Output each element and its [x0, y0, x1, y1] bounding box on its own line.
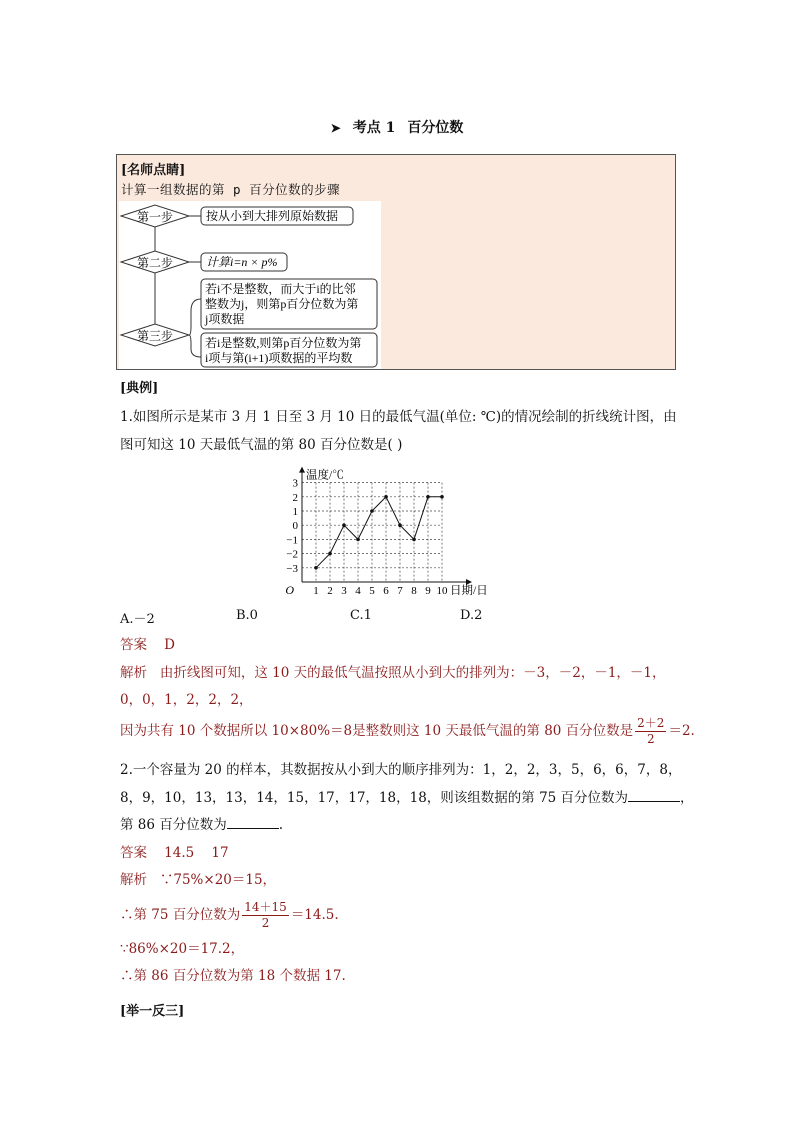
y-axis-arrow-icon	[299, 467, 305, 473]
x-tick-label: 2	[327, 585, 333, 597]
data-point	[356, 538, 360, 542]
q1-analysis-text-3b: ＝2.	[668, 723, 695, 739]
step3-a-line2: 整数为j，则第p百分位数为第	[205, 297, 359, 311]
y-tick-label: 3	[292, 477, 298, 490]
tip-subtitle: 计算一组数据的第 p 百分位数的步骤	[121, 182, 341, 197]
q1-frac-den: 2	[646, 732, 655, 746]
chart-axes	[299, 467, 472, 585]
q2-answer	[120, 841, 229, 865]
arrow-icon: ➤	[330, 121, 341, 135]
q1-line1: 1.如图所示是某市 3 月 1 日至 3 月 10 日的最低气温(单位: ℃)的情况绘制的折线统计图，由	[120, 409, 677, 425]
option-c[interactable]: C.1	[350, 608, 372, 623]
example-label: [典例]	[120, 381, 159, 396]
q2-line2	[120, 786, 694, 810]
q2-analysis-4: ∴第 86 百分位数为第 18 个数据 17.	[120, 968, 346, 984]
answer-blank-86[interactable]	[227, 815, 279, 829]
q2-analysis-text-2: ∴第 75 百分位数为	[120, 907, 241, 923]
section-label: 考点 1	[352, 120, 396, 136]
data-point	[370, 509, 374, 513]
step2-label: 第二步	[136, 256, 174, 270]
section-title	[0, 117, 794, 137]
chart-grid	[302, 483, 442, 582]
step3-a-line3: j项数据	[205, 312, 245, 326]
option-d[interactable]: D.2	[460, 608, 483, 623]
q1-analysis-3	[120, 716, 695, 747]
x-tick-label: 9	[425, 585, 431, 597]
q2-analysis-3: ∵86%×20＝17.2，	[120, 941, 245, 957]
q2-analysis-1	[120, 868, 276, 892]
q2-frac-den: 2	[261, 916, 270, 930]
q2-line3-end: .	[278, 817, 284, 833]
q2-analysis-label: 解析	[120, 872, 147, 888]
q2-analysis-text-1: ∵75%×20＝15，	[159, 872, 277, 888]
y-axis-label: 温度/℃	[306, 469, 344, 482]
chart-series	[314, 495, 444, 570]
q2-analysis-2	[120, 900, 339, 931]
data-point	[314, 566, 318, 570]
temperature-line	[316, 497, 442, 568]
data-point	[398, 523, 402, 527]
tip-box	[116, 154, 676, 370]
step3-a-line1: 若i不是整数，而大于i的比邻	[205, 282, 356, 296]
q2-fraction	[242, 900, 289, 931]
q1-answer-label: 答案	[120, 637, 147, 653]
q1-analysis-label: 解析	[120, 665, 147, 681]
q1-analysis-text-1: 由折线图可知，这 10 天的最低气温按照从小到大的排列为：－3，－2，－1，－1，	[159, 665, 666, 681]
x-axis-label: 日期/日	[450, 585, 488, 597]
tip-header: [名师点睛]	[121, 163, 186, 178]
practice-label: [举一反三]	[120, 1004, 185, 1019]
q1-frac-num: 2＋2	[637, 716, 665, 730]
y-tick-label: −3	[286, 562, 298, 575]
step3-b-line2: i项与第(i+1)项数据的平均数	[205, 351, 353, 365]
data-point	[328, 552, 332, 556]
q1-fraction	[635, 716, 666, 747]
x-tick-label: 5	[369, 585, 375, 597]
q1-line2: 图可知这 10 天最低气温的第 80 百分位数是( )	[120, 437, 403, 453]
x-tick-label: 3	[341, 585, 347, 597]
q2-line2-text: 8，9，10，13，13，14，15，17，17，18，18，则该组数据的第 75 百分位数为	[120, 790, 629, 806]
x-tick-label: 7	[397, 585, 403, 597]
y-tick-label: 0	[292, 520, 298, 533]
step1-text: 按从小到大排列原始数据	[206, 209, 339, 223]
origin-label: O	[285, 583, 294, 597]
q2-analysis-text-2b: ＝14.5.	[290, 907, 339, 923]
temperature-line-chart	[278, 462, 508, 600]
q2-line1: 2.一个容量为 20 的样本，其数据按从小到大的顺序排列为：1，2，2，3，5，6，6，7，8，	[120, 762, 682, 778]
steps-flowchart	[119, 201, 381, 369]
x-tick-label: 6	[383, 585, 389, 597]
data-point	[426, 495, 430, 499]
y-tick-label: −1	[286, 534, 298, 547]
x-tick-label: 1	[313, 585, 319, 597]
section-name: 百分位数	[407, 120, 464, 136]
option-a[interactable]: A.－2	[120, 612, 155, 627]
q1-analysis-2: 0，0，1，2，2，2，	[120, 692, 253, 708]
q2-frac-num: 14＋15	[244, 900, 287, 914]
q1-answer	[120, 633, 175, 657]
q2-answer-value: 14.5 17	[164, 845, 229, 861]
data-point	[412, 538, 416, 542]
y-tick-label: 2	[292, 491, 298, 504]
q1-analysis-text-3: 因为共有 10 个数据所以 10×80%＝8是整数则这 10 天最低气温的第 80 百分位数是	[120, 723, 634, 739]
data-point	[342, 523, 346, 527]
step3-b-line1: 若i是整数,则第p百分位数为第	[205, 336, 362, 350]
q1-answer-value: D	[164, 637, 175, 653]
x-tick-label: 8	[411, 585, 417, 597]
q2-answer-label: 答案	[120, 845, 147, 861]
answer-blank-75[interactable]	[628, 788, 680, 802]
q2-line3	[120, 813, 283, 837]
x-tick-label: 10	[436, 585, 448, 597]
option-b[interactable]: B.0	[236, 608, 258, 623]
step1-label: 第一步	[136, 210, 174, 224]
data-point	[440, 495, 444, 499]
q1-analysis-1	[120, 661, 666, 685]
step2-text: 计算i=n × p%	[206, 255, 278, 269]
step3-label: 第三步	[136, 329, 174, 343]
q2-line2-end: ，	[680, 790, 694, 806]
x-tick-label: 4	[355, 585, 361, 597]
q2-line3-text: 第 86 百分位数为	[120, 817, 227, 833]
data-point	[384, 495, 388, 499]
y-tick-label: −2	[286, 548, 298, 561]
y-tick-label: 1	[292, 506, 298, 518]
